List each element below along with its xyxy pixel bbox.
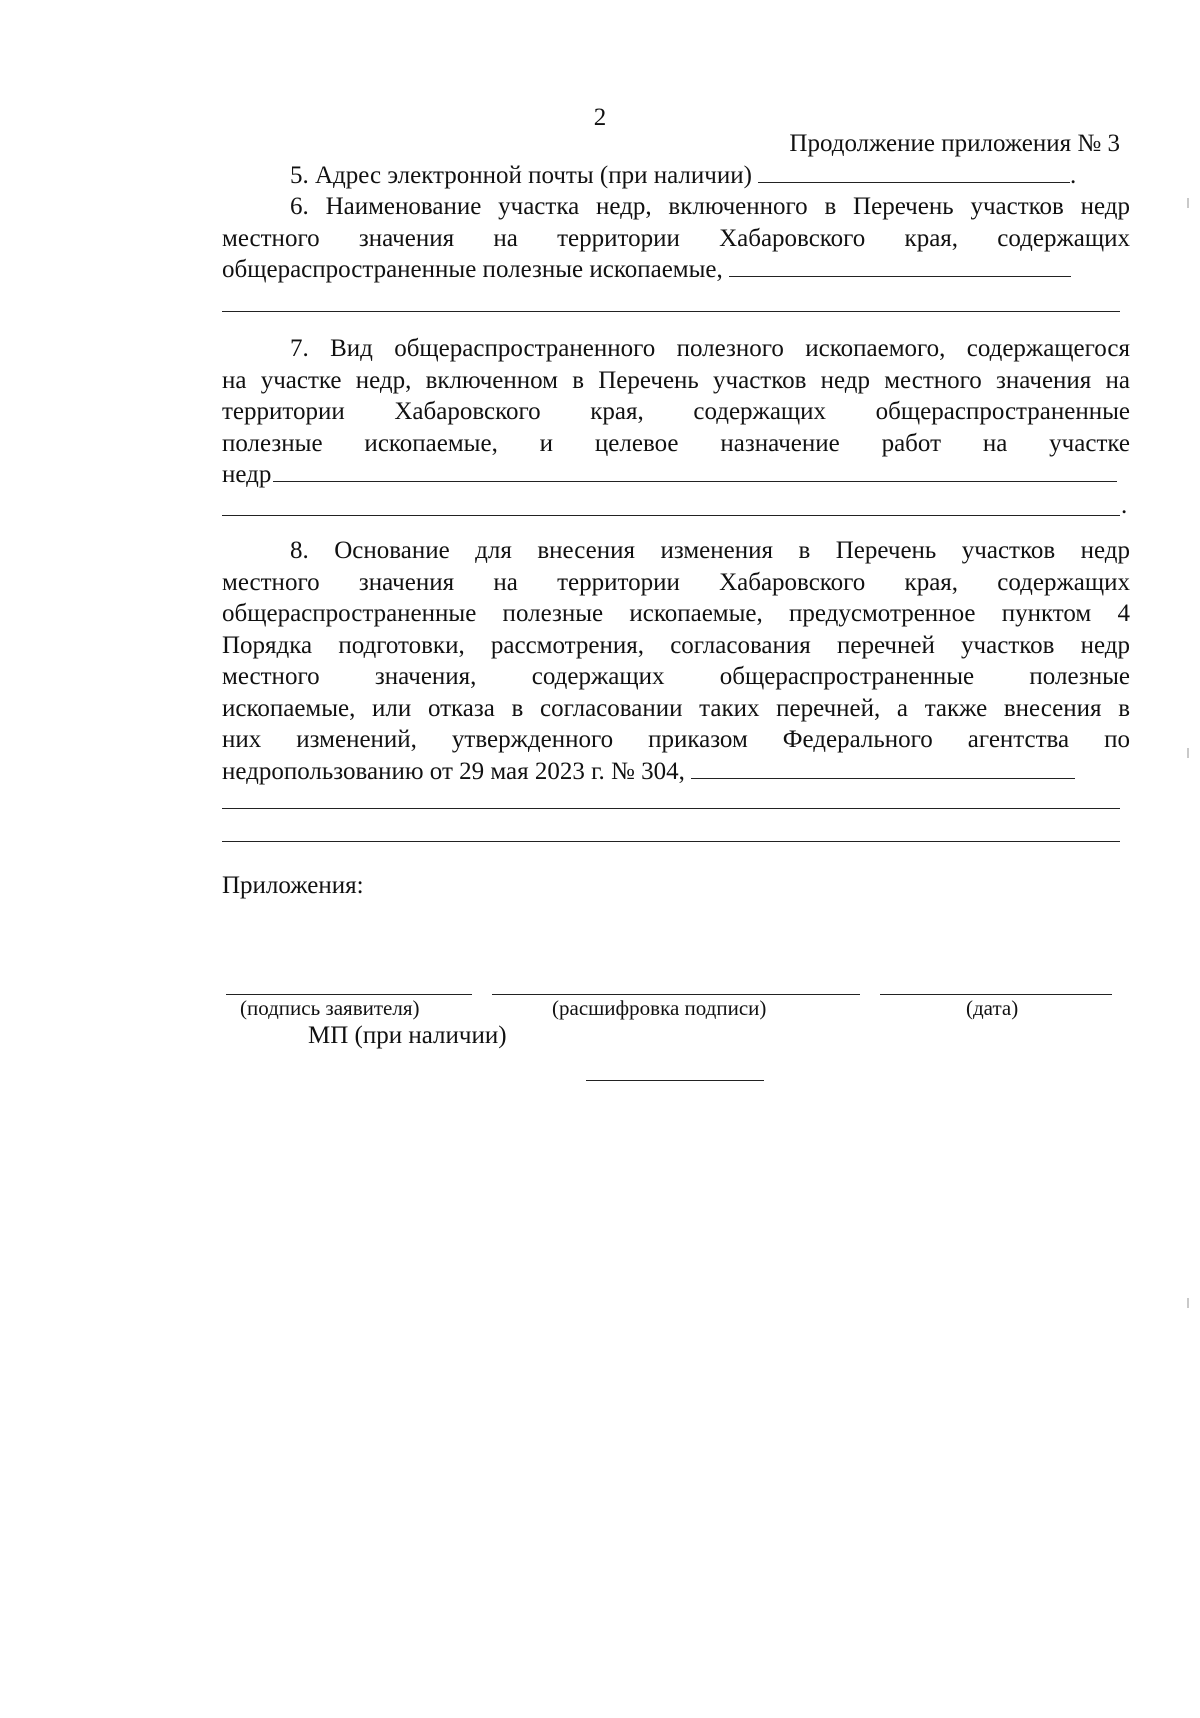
item-5	[222, 160, 1130, 192]
seal-label: МП (при наличии)	[308, 1022, 507, 1049]
email-blank[interactable]	[758, 160, 1070, 183]
item-7	[222, 333, 1130, 491]
item-8-line-5: местного значения, содержащих общераспространенные полезные	[222, 663, 1130, 690]
mineral-type-blank[interactable]	[273, 459, 1117, 482]
item-5-text: 5. Адрес электронной почты (при наличии)	[290, 162, 752, 189]
item-6-continuation-line[interactable]	[222, 311, 1120, 312]
scan-speck	[1187, 1298, 1189, 1308]
appendix-label: Приложения:	[222, 872, 364, 899]
decoding-label: (расшифровка подписи)	[552, 996, 767, 1020]
basis-blank[interactable]	[691, 756, 1075, 779]
item-8-continuation-line-2[interactable]	[222, 841, 1120, 842]
subsoil-name-blank[interactable]	[729, 254, 1071, 277]
item-8	[222, 535, 1130, 787]
date-line[interactable]	[880, 994, 1112, 995]
item-8-continuation-line-1[interactable]	[222, 808, 1120, 809]
signature-label: (подпись заявителя)	[240, 996, 420, 1020]
end-separator-line	[586, 1080, 764, 1081]
continuation-note: Продолжение приложения № 3	[789, 130, 1120, 157]
item-8-line-1: 8. Основание для внесения изменения в Перечень участков недр	[290, 537, 1130, 564]
item-7-line-4: полезные ископаемые, и целевое назначение работ на участке	[222, 429, 1130, 457]
item-7-line-3: территории Хабаровского края, содержащих общераспространенные	[222, 398, 1130, 425]
scan-speck	[1187, 198, 1189, 208]
item-6-line-2: местного значения на территории Хабаровского края, содержащих	[222, 224, 1130, 252]
scan-speck	[1187, 748, 1189, 758]
item-7-line-2: на участке недр, включенном в Перечень участков недр местного значения на	[222, 366, 1130, 394]
item-6	[222, 191, 1130, 286]
item-8-line-8: недропользованию от 29 мая 2023 г. № 304,	[222, 757, 685, 785]
item-6-line-1: 6. Наименование участка недр, включенного в Перечень участков недр	[290, 193, 1130, 220]
signature-line[interactable]	[226, 994, 472, 995]
item-7-line-5: недр	[222, 461, 272, 488]
item-7-line-1: 7. Вид общераспространенного полезного ископаемого, содержащегося	[290, 335, 1130, 362]
page-number: 2	[593, 104, 607, 131]
item-8-line-4: Порядка подготовки, рассмотрения, согласования перечней участков недр	[222, 631, 1130, 659]
item-5-period: .	[1069, 162, 1077, 189]
item-8-line-6: ископаемые, или отказа в согласовании таких перечней, а также внесения в	[222, 694, 1130, 722]
item-8-line-7: них изменений, утвержденного приказом Федерального агентства по	[222, 726, 1130, 753]
item-6-line-3: общераспространенные полезные ископаемые,	[222, 256, 723, 283]
decoding-line[interactable]	[492, 994, 860, 995]
item-8-line-3: общераспространенные полезные ископаемые, предусмотренное пунктом 4	[222, 600, 1130, 627]
item-7-continuation-line[interactable]	[222, 515, 1120, 516]
item-8-line-2: местного значения на территории Хабаровского края, содержащих	[222, 568, 1130, 596]
item-7-period: .	[1121, 492, 1128, 519]
date-label: (дата)	[966, 996, 1019, 1020]
